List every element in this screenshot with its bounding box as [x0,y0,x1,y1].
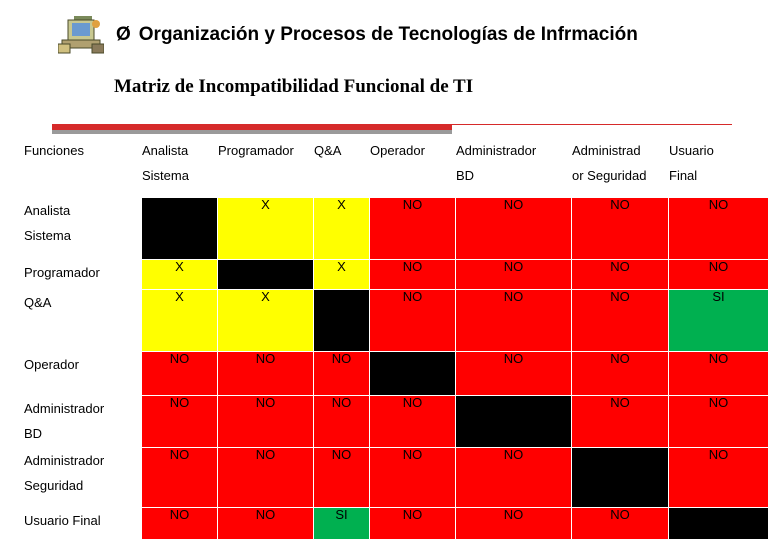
row-header-line1: Administrador [24,453,105,468]
column-header [456,138,572,198]
matrix-cell: NO [456,260,572,290]
matrix-cell: NO [370,260,456,290]
matrix-cell [669,508,769,540]
matrix-cell: NO [370,508,456,540]
row-header [24,448,142,508]
matrix-cell: NO [456,448,572,508]
matrix-cell: NO [142,448,218,508]
matrix-cell: NO [572,260,669,290]
column-header-line1: Administrad [572,143,641,158]
matrix-row [24,260,769,290]
matrix-cell: NO [669,396,769,448]
matrix-cell: NO [370,290,456,352]
column-header-line1: Usuario [669,143,714,158]
matrix-cell: NO [572,290,669,352]
row-header-line2: BD [24,426,43,441]
row-header [24,260,142,290]
arrow-bullet-icon: Ø [116,24,131,45]
matrix-cell [370,352,456,396]
corner-label: Funciones [24,138,142,198]
matrix-cell: NO [572,396,669,448]
matrix-cell [218,260,314,290]
column-header [669,138,769,198]
matrix-row [24,352,769,396]
column-header-line2: Sistema [142,168,189,183]
matrix-cell: NO [456,508,572,540]
title-underline-thin [452,124,732,125]
header [116,24,638,46]
column-header-line1: Operador [370,143,425,158]
column-header [218,138,314,198]
matrix-cell: NO [572,198,669,260]
page-subtitle: Matriz de Incompatibilidad Funcional de TI [114,76,474,97]
matrix-cell: NO [142,352,218,396]
row-header [24,396,142,448]
matrix-cell: NO [370,448,456,508]
matrix-cell [572,448,669,508]
matrix-cell: NO [572,508,669,540]
row-header [24,290,142,352]
row-header [24,352,142,396]
row-header-line1: Usuario Final [24,513,101,528]
matrix-cell: NO [218,396,314,448]
column-header-line2: or Seguridad [572,168,647,183]
matrix-cell: NO [370,396,456,448]
header-title: Organización y Procesos de Tecnologías de Infrmación [138,24,638,45]
matrix-cell: NO [669,448,769,508]
row-header-line1: Q&A [24,295,52,310]
matrix-cell: NO [669,260,769,290]
matrix-cell: NO [370,198,456,260]
matrix-cell: NO [456,198,572,260]
matrix-body [24,198,769,540]
row-header-line1: Programador [24,265,100,280]
matrix-cell: NO [218,352,314,396]
row-header-line1: Administrador [24,401,105,416]
matrix-cell: SI [669,290,769,352]
row-header-line1: Analista [24,203,71,218]
matrix-row [24,198,769,260]
matrix-cell: X [314,198,370,260]
column-header-line2: Final [669,168,698,183]
matrix-cell [142,198,218,260]
matrix-cell: X [218,198,314,260]
incompatibility-matrix [23,137,769,540]
row-header [24,508,142,540]
matrix-cell: X [142,260,218,290]
matrix-row [24,508,769,540]
matrix-row [24,396,769,448]
matrix-cell: NO [142,396,218,448]
matrix-cell: NO [456,290,572,352]
computer-clipart-logo [58,14,104,54]
matrix-cell: X [142,290,218,352]
matrix-cell: NO [456,352,572,396]
column-header [142,138,218,198]
column-header-line2: BD [456,168,475,183]
title-underline-gray [52,130,452,134]
matrix-cell [456,396,572,448]
column-header [370,138,456,198]
matrix-cell: NO [314,396,370,448]
row-header-line1: Operador [24,357,79,372]
column-header-line1: Q&A [314,143,342,158]
matrix-cell: NO [572,352,669,396]
matrix-cell: NO [218,508,314,540]
matrix-cell: X [314,260,370,290]
matrix-cell: X [218,290,314,352]
row-header [24,198,142,260]
matrix-cell: NO [669,198,769,260]
matrix-row [24,290,769,352]
matrix-cell: NO [314,352,370,396]
column-header-row [24,138,769,198]
matrix-cell: NO [314,448,370,508]
column-header-line1: Programador [218,143,294,158]
row-header-line2: Seguridad [24,478,84,493]
matrix-row [24,448,769,508]
column-header [314,138,370,198]
matrix-cell: SI [314,508,370,540]
column-header-line1: Administrador [456,143,537,158]
column-header-line1: Analista [142,143,189,158]
column-header [572,138,669,198]
matrix-cell: NO [142,508,218,540]
matrix-cell [314,290,370,352]
matrix-cell: NO [669,352,769,396]
row-header-line2: Sistema [24,228,71,243]
matrix-cell: NO [218,448,314,508]
